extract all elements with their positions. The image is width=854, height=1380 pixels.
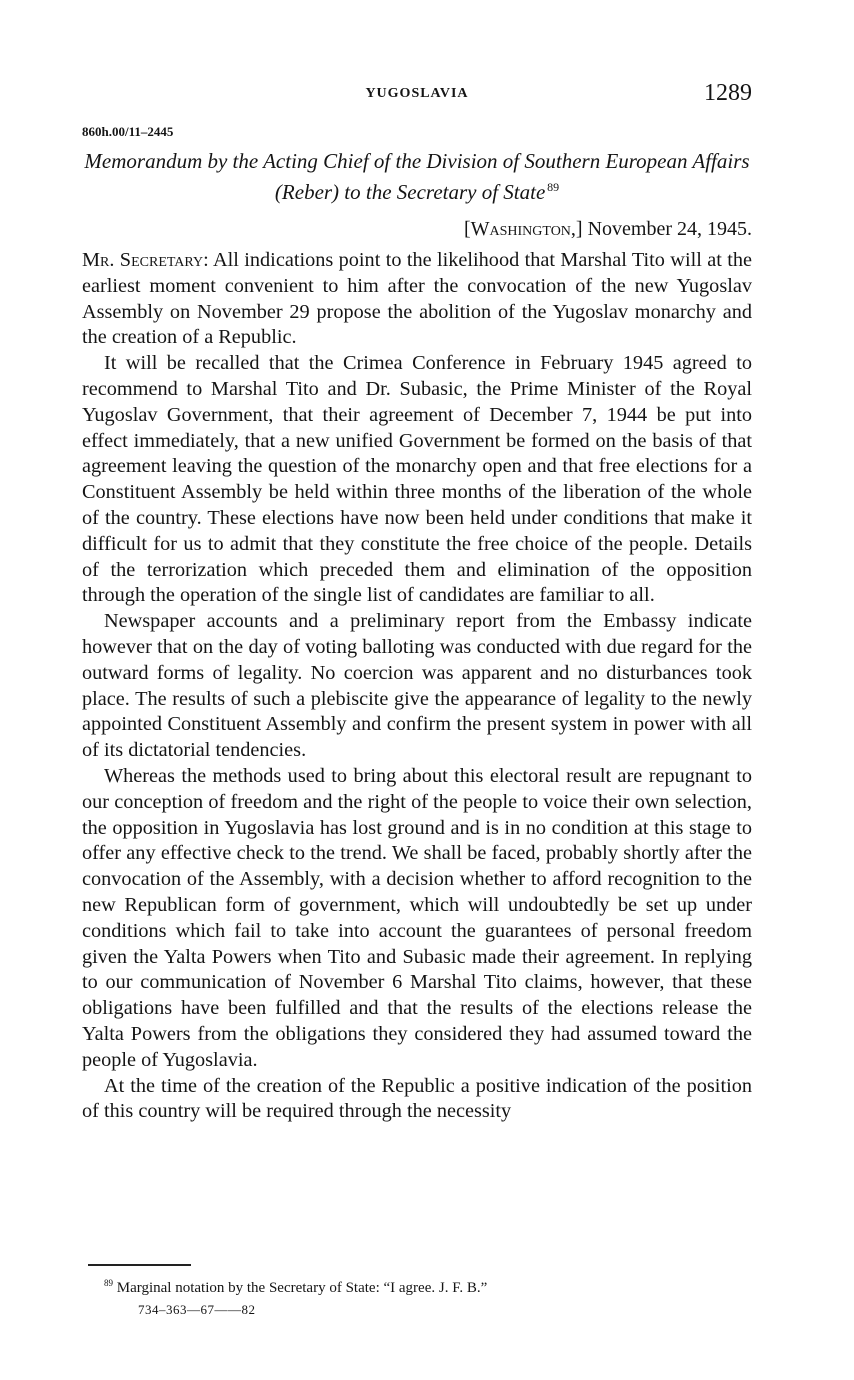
memorandum-body — [82, 248, 752, 1125]
page-header — [82, 80, 752, 110]
printer-code: 734–363—67——82 — [138, 1302, 256, 1317]
footnote-marker: 89 — [104, 1278, 113, 1288]
title-footnote-marker: 89 — [547, 180, 560, 194]
salutation: Mr. Secretary: — [82, 249, 209, 271]
footnote-text: Marginal notation by the Secretary of State: “I agree. J. F. B.” — [116, 1280, 488, 1296]
paragraph: Newspaper accounts and a preliminary report from the Embassy indicate however that on the day of voting balloting was conducted with due regard for the outward forms of legality. No coercion was apparent and no disturbances took place. The results of such a plebiscite give the appearance of legality to the newly appointed Constituent Assembly and confirm the present system in power with all of its dictatorial tendencies. — [82, 610, 752, 762]
dateline-date: November 24, 1945. — [587, 218, 752, 240]
paragraph: It will be recalled that the Crimea Conference in February 1945 agreed to recommend to Marshal Tito and Dr. Subasic, the Prime Minister of the Royal Yugoslav Government, that their agreement of December 7, 1944 be put into effect immediately, that a new unified Government be formed on the basis of that agreement leaving the question of the monarchy open and that free elections for a Constituent Assembly be held within three months of the liberation of the whole of the country. These elections have now been held under conditions that make it difficult for us to admit that they constitute the free choice of the people. Details of the terrorization which preceded them and elimination of the opposition through the operation of the single list of candidates are familiar to all. — [82, 352, 752, 607]
paragraph: Whereas the methods used to bring about this electoral result are repugnant to our conception of freedom and the right of the people to voice their own selection, the opposition in Yugoslavia has lost ground and is in no condition at this stage to offer any effective check to the trend. We shall be faced, probably shortly after the convocation of the Assembly, with a decision whether to afford recognition to the new Republican form of government, which will undoubtedly be set up under conditions which fail to take into account the guarantees of personal freedom given the Yalta Powers when Tito and Subasic made their agreement. In replying to our communication of November 6 Marshal Tito claims, however, that these obligations have been fulfilled and that the results of the elections release the Yalta Powers from the obligations they considered they had assumed toward the people of Yugoslavia. — [82, 764, 752, 1071]
paragraph: At the time of the creation of the Republic a positive indication of the position of this country will be required through the necessity — [82, 1074, 752, 1123]
document-title — [82, 148, 752, 205]
document-file-number: 860h.00/11–2445 — [82, 124, 174, 139]
document-title-text: Memorandum by the Acting Chief of the Division of Southern European Affairs (Reber) to the Secretary of State — [84, 149, 750, 204]
footnote-divider — [88, 1264, 191, 1266]
dateline-place: [Washington,] — [463, 218, 583, 240]
page-number: 1289 — [704, 80, 752, 106]
paragraph-text: All indications point to the likelihood that Marshal Tito will at the earliest moment convenient to him after the convocation of the new Yugoslav Assembly on November 29 propose the abolition of the Yugoslav monarchy and the creation of a Republic. — [82, 249, 752, 349]
footnote — [104, 1278, 487, 1297]
running-head: YUGOSLAVIA — [365, 86, 469, 101]
paragraph — [82, 248, 752, 351]
dateline — [464, 218, 752, 241]
